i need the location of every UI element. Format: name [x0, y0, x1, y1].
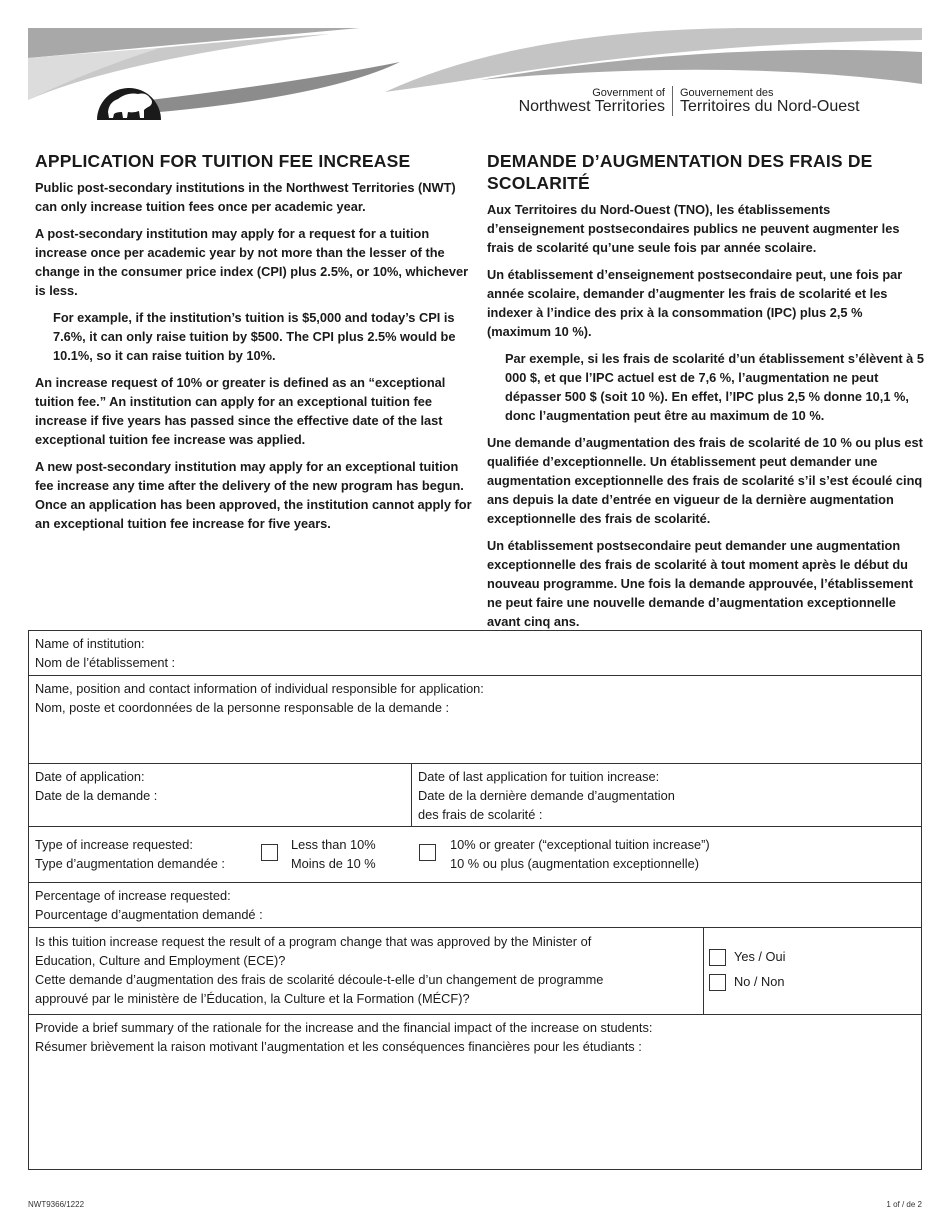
english-example: For example, if the institution’s tuition is $5,000 and today’s CPI is 7.6%, it can only raise tuition by $500. The CPI plus 2.5% would be 10.1%, so it can raise tuition by 10%.: [53, 310, 456, 363]
contact-label-fr: Nom, poste et coordonnées de la personne responsable de la demande :: [35, 700, 450, 715]
french-paragraph: Une demande d’augmentation des frais de scolarité de 10 % ou plus est qualifiée d’exceptionnelle. Un établissement peut demander une augmentation exceptionnelle des frais de scolarité s’il s’est écoulé cinq ans depuis la date d’entrée en vigueur de la dernière augmentation exceptionnelle des frais de scolarité.: [487, 435, 923, 526]
option1-label-fr: Moins de 10 %: [291, 856, 376, 871]
date-application-field[interactable]: [29, 764, 411, 826]
date-last-application-field[interactable]: [412, 764, 921, 826]
increase-type-label-en: Type of increase requested:: [35, 837, 193, 852]
date-last-label-fr1: Date de la dernière demande d’augmentation: [418, 788, 675, 803]
form-number: NWT9366/1222: [28, 1200, 85, 1209]
option2-label-en: 10% or greater (“exceptional tuition increase”): [450, 837, 710, 852]
contact-field[interactable]: [29, 676, 921, 764]
summary-field[interactable]: [29, 1015, 921, 1169]
date-application-label-fr: Date de la demande :: [35, 788, 158, 803]
english-instructions: [35, 150, 475, 541]
date-last-label-fr2: des frais de scolarité :: [418, 807, 543, 822]
option2-label-fr: 10 % ou plus (augmentation exceptionnelle): [450, 856, 699, 871]
gov-en-label: Government of: [592, 87, 665, 99]
program-change-label-en1: Is this tuition increase request the result of a program change that was approved by the Minister of: [35, 934, 592, 949]
date-application-label-en: Date of application:: [35, 769, 145, 784]
less-than-10-checkbox[interactable]: [261, 844, 278, 861]
polar-bear-icon: [94, 64, 164, 124]
no-checkbox[interactable]: [709, 974, 726, 991]
gov-fr-label: Gouvernement des: [680, 87, 774, 99]
contact-label-en: Name, position and contact information of individual responsible for application:: [35, 681, 484, 696]
gov-en-name: Northwest Territories: [518, 98, 665, 115]
option1-label-en: Less than 10%: [291, 837, 376, 852]
english-paragraph: An increase request of 10% or greater is defined as an “exceptional tuition fee.” An institution can apply for an exceptional tuition fee increase if five years has passed since the effective date of the last exceptional tuition fee increase was applied.: [35, 375, 446, 447]
yes-checkbox[interactable]: [709, 949, 726, 966]
percentage-label-en: Percentage of increase requested:: [35, 888, 231, 903]
institution-label-en: Name of institution:: [35, 636, 145, 651]
summary-label-fr: Résumer brièvement la raison motivant l’augmentation et les conséquences financières pour les étudiants :: [35, 1039, 642, 1054]
increase-type-label-fr: Type d’augmentation demandée :: [35, 856, 225, 871]
header-banner: [0, 0, 950, 130]
page-number: 1 of / de 2: [886, 1200, 922, 1209]
program-change-label-en2: Education, Culture and Employment (ECE)?: [35, 953, 286, 968]
date-last-label-en: Date of last application for tuition increase:: [418, 769, 660, 784]
program-change-row: [29, 928, 921, 1015]
column-divider: [703, 928, 704, 1014]
application-form: [28, 630, 922, 1170]
yes-label: Yes / Oui: [734, 949, 786, 964]
institution-label-fr: Nom de l’établissement :: [35, 655, 176, 670]
english-paragraph: A post-secondary institution may apply for a request for a tuition increase once per academic year by not more than the lesser of the change in the consumer price index (CPI) plus 2.5%, or 10%, whichever is less.: [35, 226, 469, 298]
no-label: No / Non: [734, 974, 785, 989]
french-paragraph: Un établissement d’enseignement postsecondaire peut, une fois par année scolaire, demander d’augmenter les frais de scolarité et les indexer à l’indice des prix à la consommation (IPC) plus 2,5 % (maximum 10 %).: [487, 267, 903, 339]
french-paragraph: Un établissement postsecondaire peut demander une augmentation exceptionnelle des frais de scolarité à tout moment après le début du nouveau programme. Une fois la demande approuvée, l’établissement ne peut faire une nouvelle demande d’augmentation exceptionnelle avant cinq ans.: [487, 538, 913, 629]
summary-label-en: Provide a brief summary of the rationale for the increase and the financial impact of the increase on students:: [35, 1020, 653, 1035]
program-change-label-fr1: Cette demande d’augmentation des frais de scolarité découle-t-elle d’un changement de programme: [35, 972, 604, 987]
institution-field[interactable]: [29, 631, 921, 676]
french-example: Par exemple, si les frais de scolarité d’un établissement s’élèvent à 5 000 $, et que l’IPC actuel est de 7,6 %, l’augmentation ne peut dépasser 500 $ (soit 10 %). En effet, l’IPC plus 2,5 % donne 10,1 %, donc l’augmentation peut être au maximum de 10 %.: [505, 351, 924, 423]
english-title: APPLICATION FOR TUITION FEE INCREASE: [35, 151, 411, 171]
exceptional-increase-checkbox[interactable]: [419, 844, 436, 861]
increase-type-row: [29, 827, 921, 883]
percentage-field[interactable]: [29, 883, 921, 928]
french-paragraph: Aux Territoires du Nord-Ouest (TNO), les établissements d’enseignement postsecondaires publics ne peuvent augmenter les frais de scolarité qu’une seule fois par année scolaire.: [487, 202, 900, 255]
gov-fr-name: Territoires du Nord-Ouest: [680, 98, 860, 115]
english-paragraph: A new post-secondary institution may apply for an exceptional tuition fee increase any time after the delivery of the new program has begun. Once an application has been approved, the institution cannot apply for an exceptional tuition fee increase for five years.: [35, 459, 472, 531]
french-title: DEMANDE D’AUGMENTATION DES FRAIS DE SCOLARITÉ: [487, 151, 873, 193]
english-paragraph: Public post-secondary institutions in the Northwest Territories (NWT) can only increase tuition fees once per academic year.: [35, 180, 456, 214]
percentage-label-fr: Pourcentage d’augmentation demandé :: [35, 907, 263, 922]
french-instructions: [487, 150, 927, 639]
dates-row: [29, 764, 921, 827]
program-change-label-fr2: approuvé par le ministère de l’Éducation, la Culture et la Formation (MÉCF)?: [35, 991, 470, 1006]
header-divider: [672, 86, 673, 116]
